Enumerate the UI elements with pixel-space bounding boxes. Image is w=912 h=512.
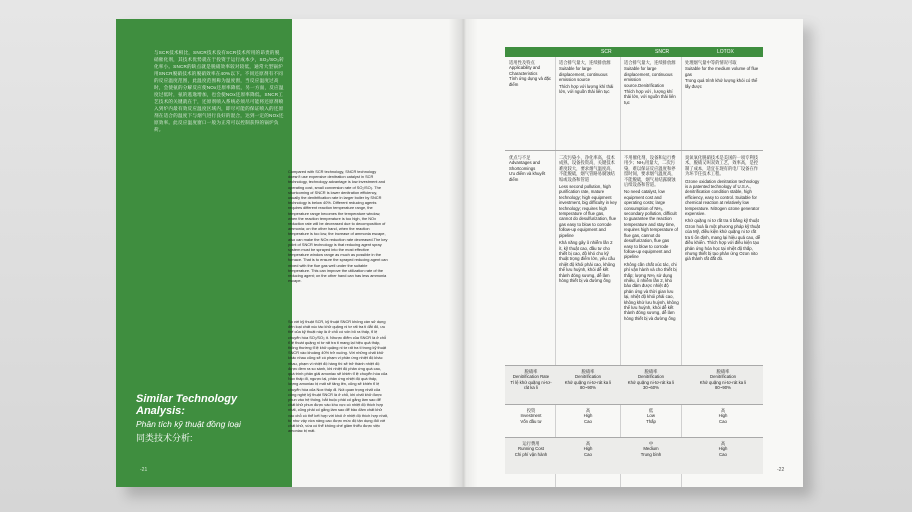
right-page — [463, 19, 803, 487]
cell-lotox-advantages: 臭氧氧化脱硝技术是美国的一项专利技术，脱硝又叫双效工艺，效率高，是控制了成本，适宜在现有的电厂设备在作为环节任技术工程。 Ozone oxidation denitration technology is a patented technology of U.S.A., denitrification condition stable, high efficiency, easy to control. Suitable for chemical reaction at relatively low temperature. Nitrogen ozone generator expensive. Khử quặng ni tơ rất tra ti bằng kỹ thuật Ozon hoá là một phương pháp kỹ thuật của Mỹ, điều kiện khử quặng ni tơ rất tra ti ổn định, mang lại hiệu quả cao, dễ điều khiển. Thích hợp với điều kiện tạo phản ứng hóa học tại nhiệt độ thấp, nhưng thiết bị tạo phản ứng Ozon nito giá thành rất đắt đỏ. — [685, 155, 761, 262]
table-header-row — [505, 47, 763, 57]
english-paragraph: Compared with SCR technology, SNCR technology doesn't use expensive denitration catalyst in SCR technology, technology advantage is low investment and operating cost, small conversion rate of SO₂/SO₃. The shortcoming of SNCR is lower denitration efficiency, usually the denitrification rate in larger boiler by SNCR technology is below 40%. Different reducing agents requires different reaction temperature range, the temperature range becomes the temperature window, when the reaction temperature is too high, the NOx reduction rate will be decreased due to decomposition of ammonia; on the other hand, when the reaction temperature is too low, the increase of ammonia escape, also can make the NOx reduction rate decreased.The key point of SNCR technology is that reducing agent spray system must be sprayed into the most effective temperature window range as much as possible in the furnace. That is to ensure the sprayed reducing agent can mixed with the flue gas well under the suitable temperature. This can improve the utilization rate of the reducing agent; on the other hand can has less ammonia escape. — [288, 169, 388, 284]
vietnamese-paragraph: So với kỹ thuật SCR, kỹ thuật SNCR không cần sử dụng đến loại chất xúc tác khử quặng ni tơ rất tra ti đắt đỏ, ưu thế của kỹ thuật này là ở chỗ có vốn bỏ ra thấp, tỉ lệ chuyển hóa SO₂/SO₃ ít. Nhược điểm của SNCR là ở chỗ tỉ lệ thoát quặng ni tơ rất tra ti mang lại hiệu quả thấp, thông thường tỉ lệ khử quặng ni tơ rất tra ti trong kỹ thuật SNCR vào khoảng 40% trở xuống. Với những chất khử khác nhau cũng sẽ có phạm vi phản ứng nhiệt độ khác nhau, phạm vi nhiệt độ hàng thì sẽ trở thành nhiệt độ được đem ra so sánh, khi nhiệt độ phản ứng quá cao, quá trình phân giải amoniac sẽ khiến tỉ lệ chuyển hóa của Nox thấp đi, ngược lại, phản ứng nhiệt độ quá thấp, lượng amoniac bị mất sẽ tăng lên, cũng sẽ khiến tỉ lệ chuyển hóa của Nox thấp đi. Nút quan trọng nhất của công nghệ kỹ thuật SNCR là ở chỗ, khi chất khử được phun vào hệ thống, bắt buộc phải cố gắng làm sao để chất khử phun được vào khu vực có nhiệt độ thích hợp nhất, cũng phải cố gắng làm sao để bảo đảm chất khử vào chỗ có thể kết hợp với khói ở nhiệt độ thích hợp nhất, từ như vậy vừa nâng cao được mức độ tận dụng đối với chất khử, vừa có thể không chế giảm thiểu được việc amoniac bị mất. — [288, 319, 388, 434]
green-sidebar-panel — [116, 19, 292, 487]
row-label-running-cost: 运行费用 Running Cost Chi phí vận hành — [514, 441, 548, 457]
section-title-chinese: 同类技术分析: — [136, 433, 193, 443]
column-divider — [620, 57, 621, 487]
cell-lotox-applicability: 处理烟气量中等的情况可取 Suitable for the medium volume of flue gas Trong quá trình khử lượng khói có thể lấy được — [685, 60, 759, 89]
section-title-english: Similar Technology Analysis: — [136, 393, 238, 417]
section-title-vietnamese: Phân tích kỹ thuật đồng loại — [136, 419, 241, 429]
row-label-denitrification: 脱硝率 Denitrification Rate Tỉ lệ khử quặng ni-tơ-rát ka li — [510, 369, 552, 391]
chinese-intro-paragraph: 与SCR技术相比，SNCR技术没有SCR技术所用的昂贵的脱硝催化剂，其技术优势就在于投资于运行成本少，SO₂/SO₃转化率小。SNCR的缺点就是脱硝效率较对较低，通常大型锅炉用SNCR脱硝技术的脱硝效率在40%以下。不同还原剂有不同的反应温度范围，此温度范围称为温度窗，当反应温度过高时，会使氨的分解反应使NOx还原率降低，另一方面，反应温度过低时，氨的逃逸增加，也会使NOx还原率降低。SNCR工艺技术的关键就在于，还原剂喷入系统必须尽可能将还原剂喷入到炉内最有效反应温度区域内，即尽可能的保证喷入的还原剂在适合的温度下与烟气进行良好的混合，达到一定的NOx还原效率。此反应温度窗口一般为正常可以控制获得的锅炉负荷。 — [154, 50, 284, 132]
header-sncr: SNCR — [655, 49, 670, 55]
cell-lotox-investment: 高 High Cao — [718, 408, 728, 424]
cell-lotox-denitrification: 脱硝率 Denitrification Khử quặng ni-tơ-rát ka li 80~90% — [699, 369, 747, 391]
cell-scr-running-cost: 高 High Cao — [583, 441, 593, 457]
cell-scr-advantages: 二次污染小，净化率高，技术成熟，设备投资高，关键技术难度较大，要求烟气温度高，不能脱硫，烟气管路易腐蚀结垢或设备和管道 Less second pollution, high purification rate, mature technology; high equipment investment, big difficulty in key technology; requires high temperature of flue gas, cannot do desulfurization, flue gas easy to blow to corrode follow-up equipment and pipeline Khả năng gây ô nhiễm lần 2 ít, kỹ thuật cao, đầu tư cho thiết bị cao, độ khó cho kỹ thuật trọng điểm lớn, yêu cầu nhiệt độ khói phải cao, không thể lưu huỳnh, khói dễ kết thành đóng sương, dễ làm hỏng thiết bị và đường ống — [559, 155, 617, 283]
page-number-right: -22 — [777, 467, 785, 473]
cell-scr-applicability: 适合排气量大，连续排放源 Suitable for large displacement, continuous emission source Thích hợp với lượng khí thải lớn, với nguồn thải liên tục — [559, 60, 614, 95]
cell-sncr-investment: 低 Low Thấp — [646, 408, 656, 424]
cell-sncr-running-cost: 中 Medium Trung bình — [640, 441, 662, 457]
cell-sncr-denitrification: 脱硝率 Denitrification Khử quặng ni-tơ-rát ka li 30~60% — [627, 369, 675, 391]
row-divider — [505, 150, 763, 151]
row-label-investment: 投资 Investment Vốn đầu tư — [520, 408, 542, 424]
cell-sncr-applicability: 适合排气量大，连续排放源 Suitable for large displacement, continuous emission source.Denitrification Thích hợp với , lượng khí thải lớn, với nguồn thải liên tục — [624, 60, 676, 105]
column-divider — [555, 57, 556, 487]
cell-scr-denitrification: 脱硝率 Denitrification Khử quặng ni-tơ-rát ka li 80~90% — [564, 369, 612, 391]
header-lotox: LOTOX — [717, 49, 734, 55]
column-divider — [681, 57, 682, 487]
left-page — [116, 19, 463, 487]
header-scr: SCR — [601, 49, 612, 55]
cell-scr-investment: 高 High Cao — [583, 408, 593, 424]
cell-sncr-advantages: 不用催化剂，设备和运行费用少；NH₃用量大，二次污染，难以保证反应温度和停留时间，要求烟气温度高，不能脱硫，烟气易结露腐蚀后续设备和管道。 No need catalyst, low equipment cost and operating costs; large consumption of NH₃, secondary pollution, difficult to guarantee the reaction temperature and stay time, requires high temperature of flue gas, cannot do desulfurization, flue gas easy to blow to corrode follow-up equipment and pipeline Không cần chất xúc tác, chi phí vận hành và cho thiết bị thấp; lượng NH₃ sử dụng nhiều, ô nhiễm lần 2, khó bảo đảm được nhiệt độ phản ứng và thời gian lưu lại, nhiệt độ khói phải cao, không khử lưu huỳnh, không thể lưu huỳnh, khói dễ kết thành đóng sương, dễ làm hỏng thiết bị và đường ống — [624, 155, 679, 321]
row-divider — [505, 404, 763, 405]
row-label-advantages: 优点与不足 Advantages and Shortcomings Ưu điểm và khuyết điểm — [509, 155, 546, 182]
cell-lotox-running-cost: 高 High Cao — [718, 441, 728, 457]
row-label-applicability: 适用性及特点 Applicability and Characteristics Tính ứng dụng và đặc điểm — [509, 60, 552, 87]
page-number-left: -21 — [140, 467, 148, 473]
